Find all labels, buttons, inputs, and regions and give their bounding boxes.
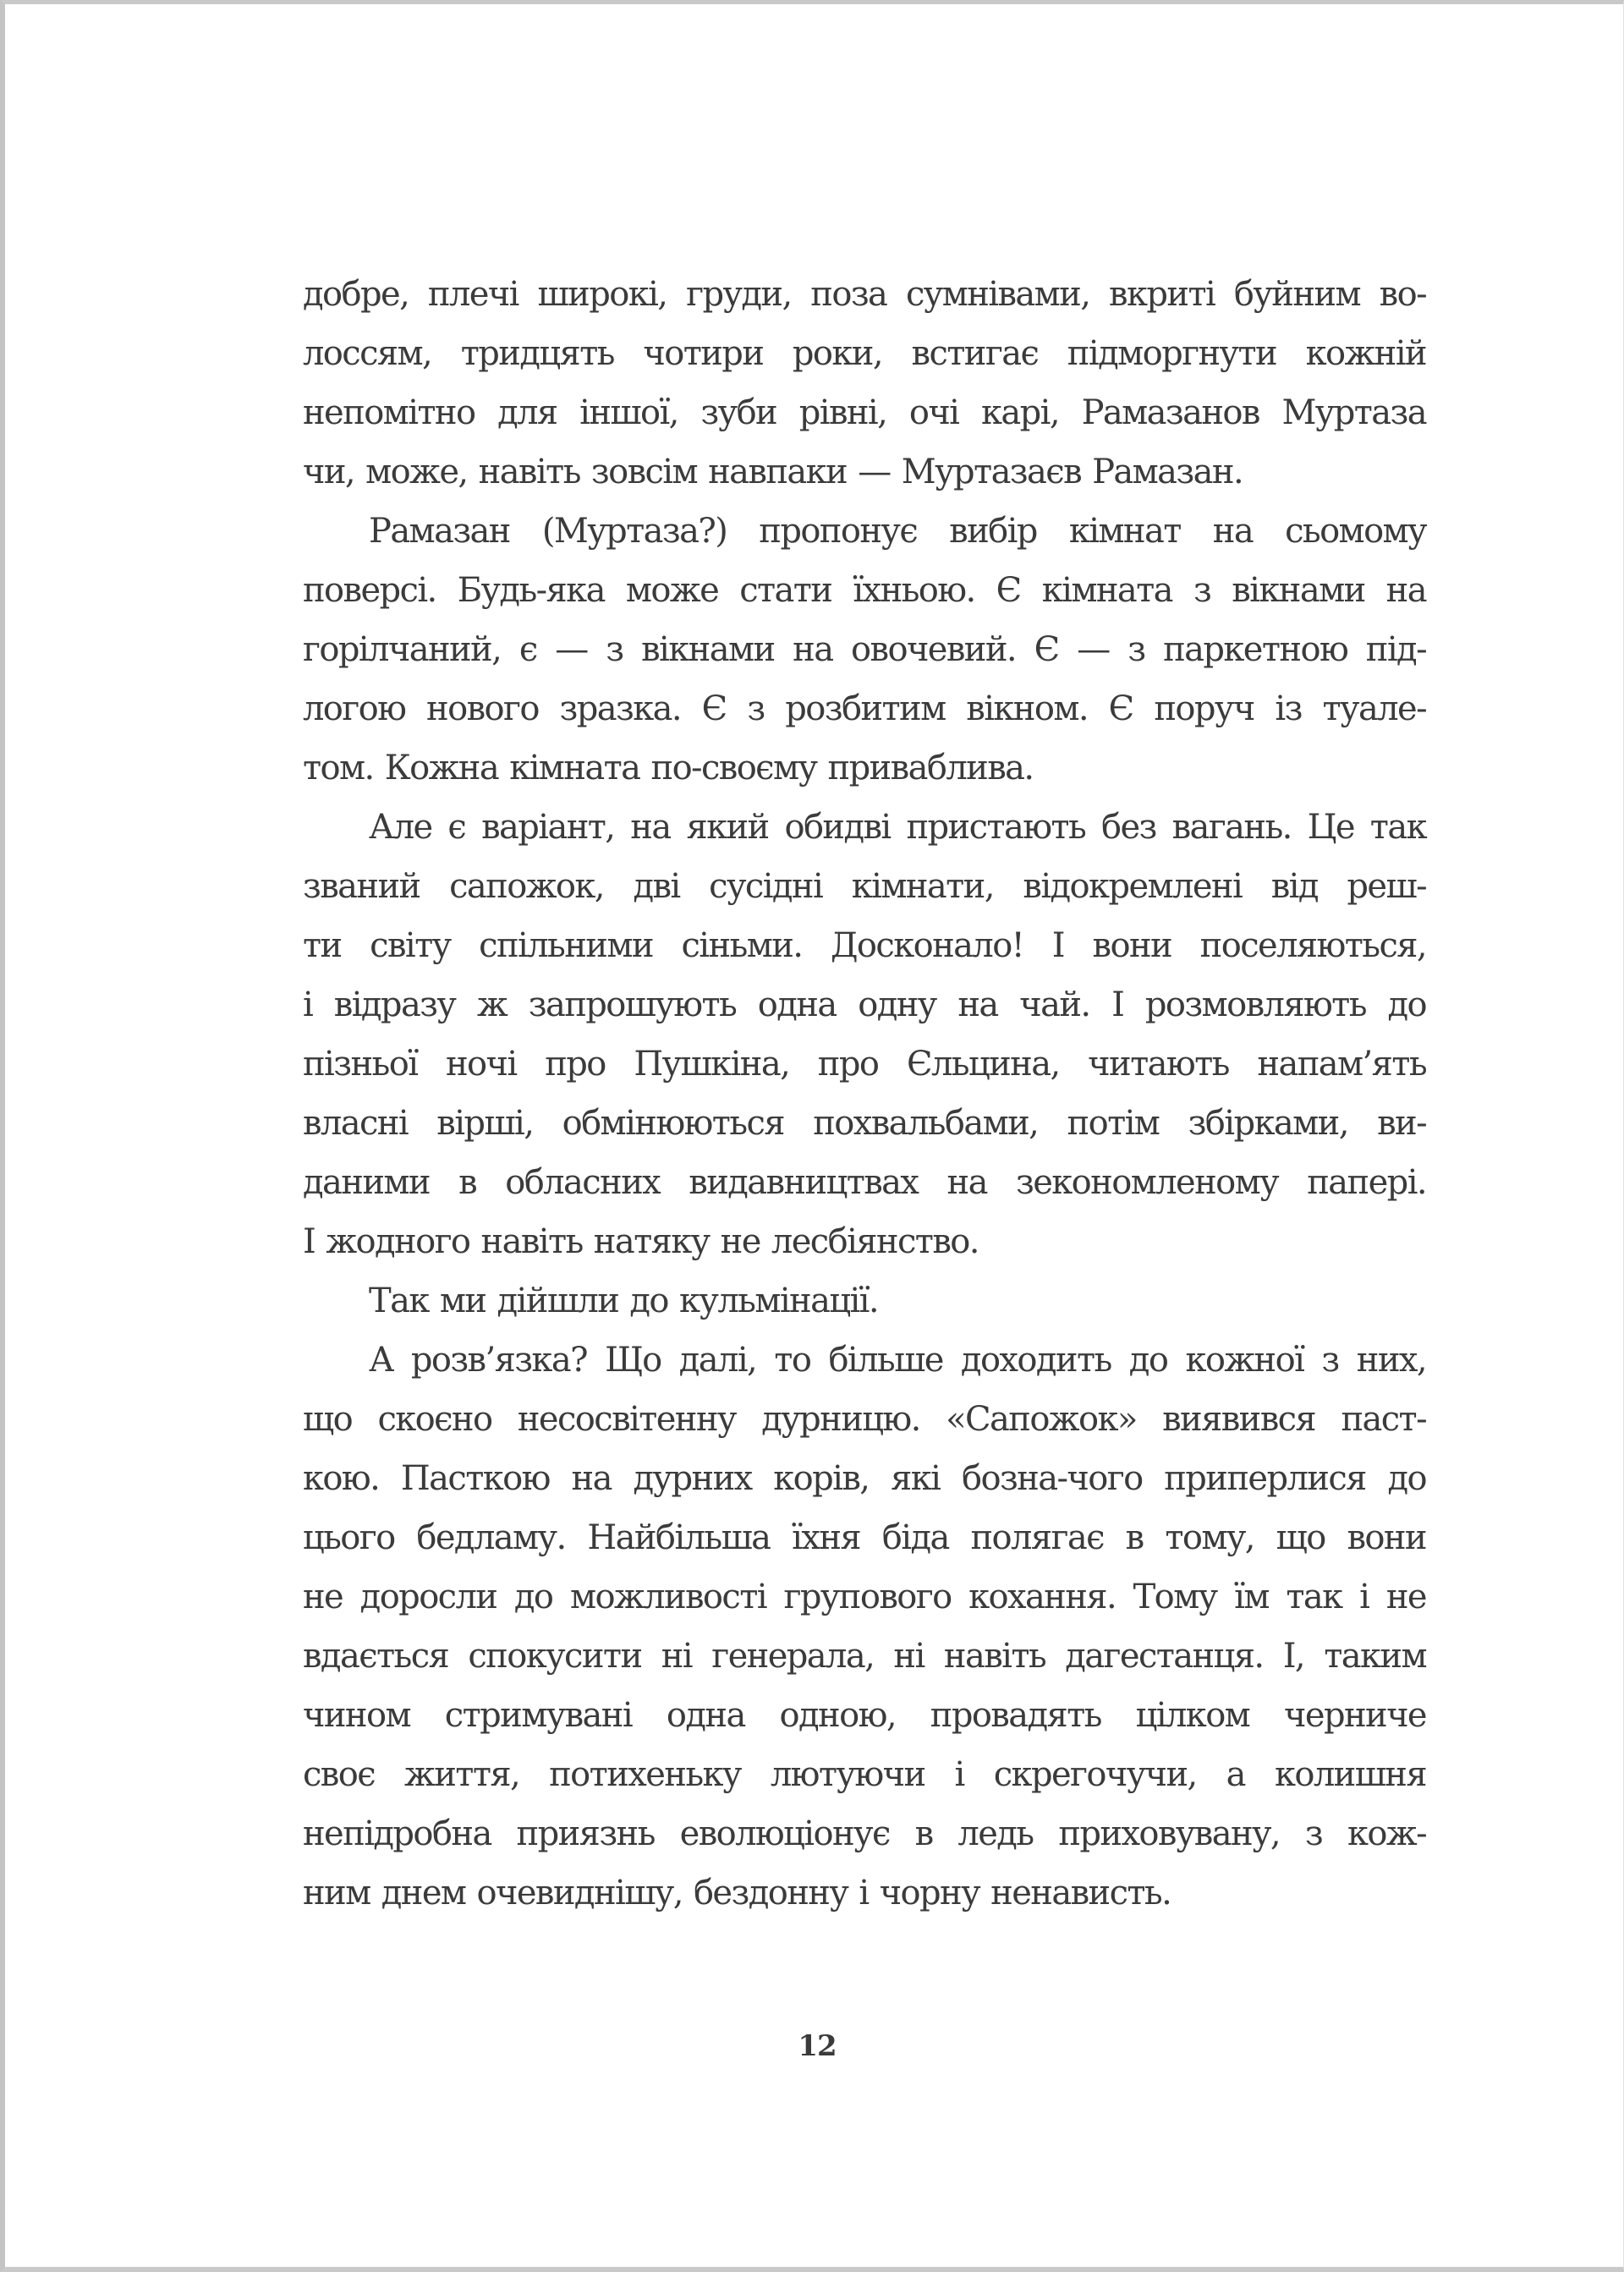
text-line: І жодного навіть натяку не лесбіянство. <box>303 1222 979 1261</box>
text-line: лоссям, тридцять чотири роки, встигає підморгнути кожній <box>303 334 1426 373</box>
text-line: непомітно для іншої, зуби рівні, очі карі, Рамазанов Муртаза <box>303 393 1426 432</box>
body-text <box>303 265 1426 1923</box>
text-line: кою. Пасткою на дурних корів, які бозна-чого приперлися до <box>303 1459 1426 1498</box>
text-line: даними в обласних видавництвах на зекономленому папері. <box>303 1163 1426 1202</box>
text-line: і відразу ж запрошують одна одну на чай. І розмовляють до <box>303 985 1426 1024</box>
text-line: чи, може, навіть зовсім навпаки — Муртазаєв Рамазан. <box>303 453 1243 491</box>
text-line: що скоєно несосвітенну дурницю. «Сапожок» виявився паст- <box>303 1400 1426 1439</box>
text-line: добре, плечі широкі, груди, поза сумнівами, вкриті буйним во- <box>303 275 1426 314</box>
text-line: ним днем очевиднішу, бездонну і чорну ненависть. <box>303 1874 1171 1913</box>
text-line: вдається спокусити ні генерала, ні навіть дагестанця. І, таким <box>303 1637 1426 1676</box>
paragraph <box>303 798 1426 1271</box>
paragraph <box>303 1331 1426 1923</box>
text-line: Рамазан (Муртаза?) пропонує вибір кімнат на сьомому <box>369 512 1426 551</box>
page-number: 12 <box>798 2029 837 2063</box>
text-line: А розв’язка? Що далі, то більше доходить до кожної з них, <box>369 1341 1426 1380</box>
text-line: чином стримувані одна одною, провадять цілком черниче <box>303 1696 1426 1735</box>
text-line: горілчаний, є — з вікнами на овочевий. Є — з паркетною під- <box>303 630 1426 669</box>
text-line: пізньої ночі про Пушкіна, про Єльцина, читають напам’ять <box>303 1045 1426 1084</box>
text-line: власні вірші, обмінюються похвальбами, потім збірками, ви- <box>303 1104 1426 1143</box>
text-line: логою нового зразка. Є з розбитим вікном. Є поруч із туале- <box>303 689 1426 728</box>
text-line: том. Кожна кімната по-своєму приваблива. <box>303 749 1034 788</box>
text-line: Так ми дійшли до кульмінації. <box>369 1281 878 1320</box>
paragraph <box>303 1271 1426 1331</box>
text-line: не доросли до можливості групового кохання. Тому їм так і не <box>303 1578 1426 1616</box>
text-line: непідробна приязнь еволюціонує в ледь приховувану, з кож- <box>303 1814 1426 1853</box>
text-line: ти світу спільними сіньми. Досконало! І вони поселяються, <box>303 926 1426 965</box>
text-line: Але є варіант, на який обидві пристають без вагань. Це так <box>369 808 1426 847</box>
text-line: поверсі. Будь-яка може стати їхньою. Є кімната з вікнами на <box>303 571 1426 610</box>
text-line: цього бедламу. Найбільша їхня біда полягає в тому, що вони <box>303 1518 1426 1557</box>
paragraph <box>303 502 1426 798</box>
paragraph <box>303 265 1426 502</box>
text-line: своє життя, потихеньку лютуючи і скрегочучи, а колишня <box>303 1755 1426 1794</box>
text-line: званий сапожок, дві сусідні кімнати, відокремлені від реш- <box>303 867 1426 906</box>
